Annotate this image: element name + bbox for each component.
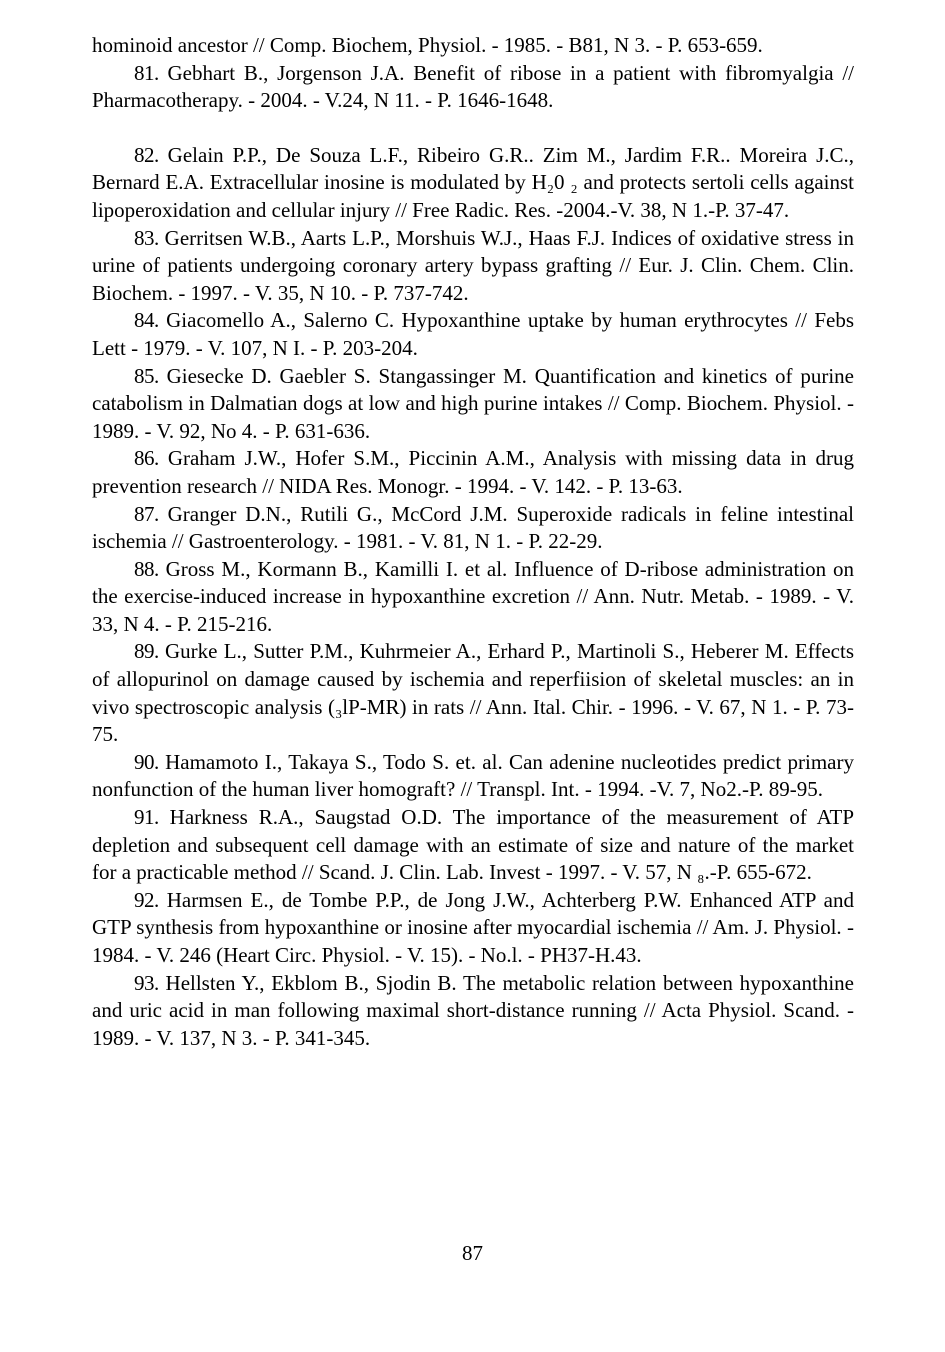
reference-text: hominoid ancestor // Comp. Biochem, Physiol. - 1985. - B81, N 3. - P. 653-659. (92, 33, 763, 57)
reference-list (92, 32, 854, 1052)
reference-number: 85. (134, 363, 159, 388)
reference-number: 86. (134, 446, 159, 471)
reference-number: 91. (134, 805, 159, 830)
reference-item (92, 307, 854, 362)
reference-text: Giacomello A., Salerno C. Hypoxanthine uptake by human erythrocytes // Febs Lett - 1979. - V. 107, N I. - P. 203-204. (92, 308, 854, 360)
reference-number: 90. (134, 749, 159, 774)
reference-text: Gerritsen W.B., Aarts L.P., Morshuis W.J., Haas F.J. Indices of oxidative stress in urine of patients undergoing coronary artery bypass grafting // Eur. J. Clin. Chem. Clin. Biochem. - 1997. - V. 35, N 10. - P. 737-742. (92, 225, 855, 305)
reference-number: 81. (134, 60, 159, 85)
reference-text: Harkness R.A., Saugstad O.D. The importance of the measurement of ATP depletion and subsequent cell damage with an estimate of size and nature of the market for a practicable method // Scand. J. Clin. Lab. Invest - 1997. - V. 57, N ₈.-P. 655-672. (92, 805, 855, 885)
reference-text: Hamamoto I., Takaya S., Todo S. et. al. Can adenine nucleotides predict primary nonfunction of the human liver homograft? // Transpl. Int. - 1994. -V. 7, No2.-P. 89-95. (92, 749, 854, 802)
reference-number: 84. (134, 308, 159, 333)
reference-item (92, 887, 854, 970)
reference-item (92, 363, 854, 446)
reference-item (92, 970, 854, 1053)
reference-text: Gross M., Kormann B., Kamilli I. et al. Influence of D-ribose administration on the exercise-induced increase in hypoxanthine excretion // Ann. Nutr. Metab. - 1989. - V. 33, N 4. - P. 215-216. (92, 556, 855, 636)
reference-item (92, 804, 854, 887)
reference-item (92, 60, 854, 115)
reference-item (92, 501, 854, 556)
reference-text: Gelain P.P., De Souza L.F., Ribeiro G.R.. Zim M., Jardim F.R.. Moreira J.C., Bernard E.A. Extracellular inosine is modulated by H₂0 ₂ and protects sertoli cells against lipoperoxidation and cellular injury // Free Radic. Res. -2004.-V. 38, N 1.-P. 37-47. (92, 142, 854, 222)
reference-number: 83. (134, 225, 159, 250)
reference-text: Granger D.N., Rutili G., McCord J.M. Superoxide radicals in feline intestinal ischemia // Gastroenterology. - 1981. - V. 81, N 1. - P. 22-29. (92, 501, 854, 554)
reference-text: Graham J.W., Hofer S.M., Piccinin A.M., Analysis with missing data in drug prevention research // NIDA Res. Monogr. - 1994. - V. 142. - P. 13-63. (92, 446, 855, 498)
reference-item (92, 638, 854, 748)
reference-number: 88. (134, 556, 159, 581)
reference-text: Hellsten Y., Ekblom B., Sjodin B. The metabolic relation between hypoxanthine and uric acid in man following maximal short-distance running // Acta Physiol. Scand. - 1989. - V. 137, N 3. - P. 341-345. (92, 970, 854, 1050)
reference-item (92, 749, 854, 804)
reference-item (92, 556, 854, 639)
page-number: 87 (462, 1241, 483, 1265)
reference-item (92, 445, 854, 500)
reference-item (92, 142, 854, 225)
reference-continuation (92, 32, 854, 60)
reference-item (92, 225, 854, 308)
reference-text: Harmsen E., de Tombe P.P., de Jong J.W., Achterberg P.W. Enhanced ATP and GTP synthesis from hypoxanthine or inosine after myocardial ischemia // Am. J. Physiol. - 1984. - V. 246 (Heart Circ. Physiol. - V. 15). - No.l. - PH37-H.43. (92, 887, 855, 967)
reference-number: 93. (134, 970, 159, 995)
reference-number: 82. (134, 142, 159, 167)
reference-text: Gurke L., Sutter P.M., Kuhrmeier A., Erhard P., Martinoli S., Heberer M. Effects of allopurinol on damage caused by ischemia and reperfiision of skeletal muscles: an in vivo spectroscopic analysis (₃lP-MR) in rats // Ann. Ital. Chir. - 1996. - V. 67, N 1. - P. 73-75. (92, 639, 855, 747)
reference-text: Giesecke D. Gaebler S. Stangassinger M. Quantification and kinetics of purine catabolism in Dalmatian dogs at low and high purine intakes // Comp. Biochem. Physiol. - 1989. - V. 92, No 4. - P. 631-636. (92, 363, 855, 443)
reference-text: Gebhart B., Jorgenson J.A. Benefit of ribose in a patient with fibromyalgia // Pharmacotherapy. - 2004. - V.24, N 11. - P. 1646-1648. (92, 60, 855, 113)
reference-number: 89. (134, 639, 159, 664)
reference-number: 92. (134, 887, 159, 912)
reference-number: 87. (134, 501, 159, 526)
